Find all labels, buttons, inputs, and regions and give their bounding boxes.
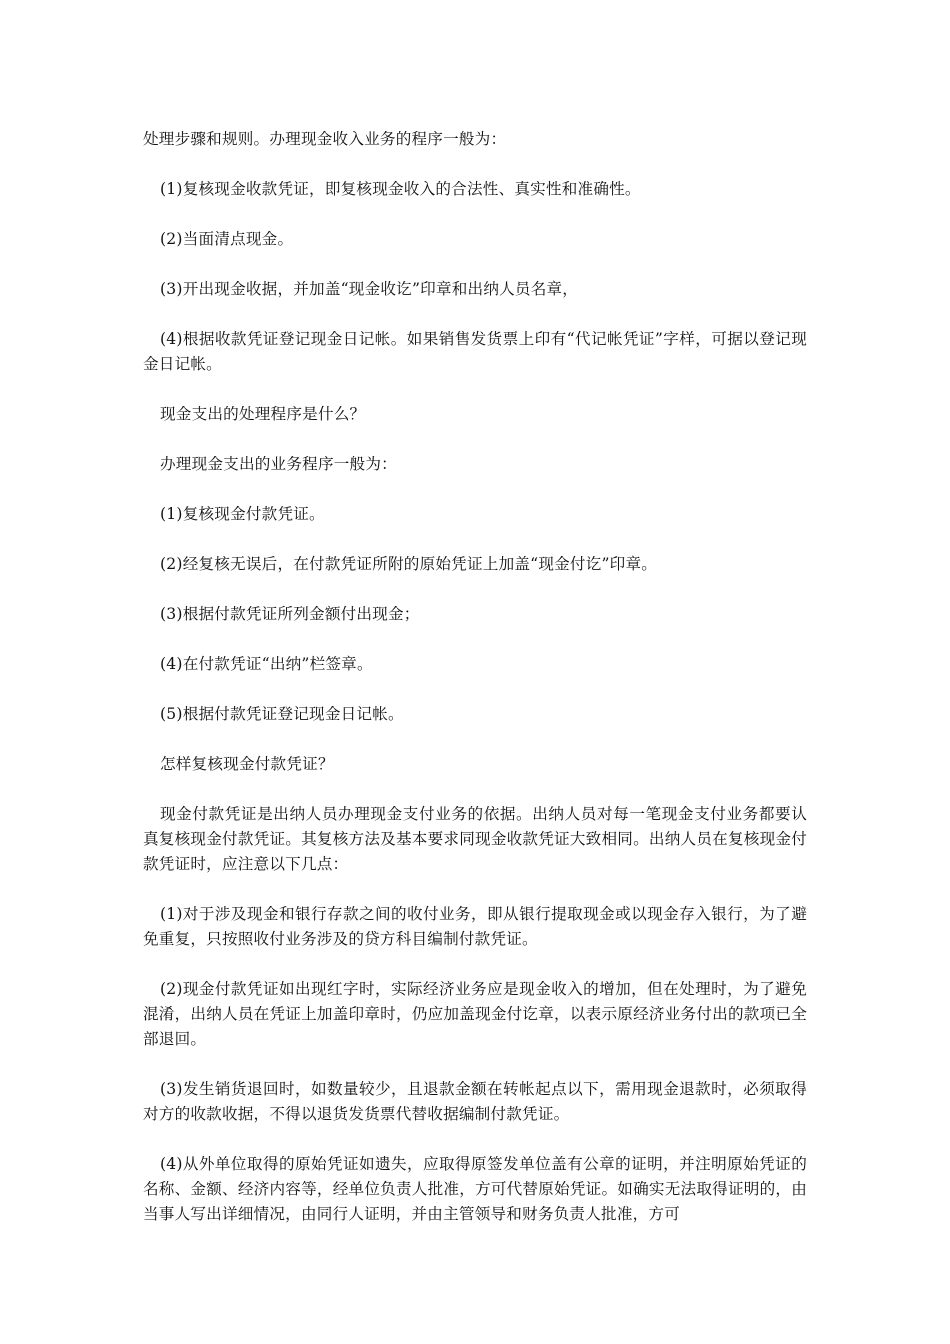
paragraph-10: (3)根据付款凭证所列金额付出现金； (160, 605, 420, 623)
document-body (143, 127, 807, 1252)
paragraph-8: (1)复核现金付款凭证。 (160, 505, 325, 523)
paragraph-7: 办理现金支出的业务程序一般为： (160, 455, 397, 473)
section-heading-cash-payment: 现金支出的处理程序是什么？ (160, 405, 366, 423)
paragraph-2: (1)复核现金收款凭证，即复核现金收入的合法性、真实性和准确性。 (160, 180, 641, 198)
paragraph-4: (3)开出现金收据，并加盖“现金收讫”印章和出纳人员名章， (160, 280, 579, 298)
paragraph-3: (2)当面清点现金。 (160, 230, 294, 248)
paragraph-1: 处理步骤和规则。办理现金收入业务的程序一般为： (143, 130, 507, 148)
paragraph-11: (4)在付款凭证“出纳”栏签章。 (160, 655, 373, 673)
section-heading-review-voucher: 怎样复核现金付款凭证？ (160, 755, 334, 773)
paragraph-9: (2)经复核无误后，在付款凭证所附的原始凭证上加盖“现金付讫”印章。 (160, 555, 658, 573)
paragraph-5: (4)根据收款凭证登记现金日记帐。如果销售发货票上印有“代记帐凭证”字样，可据以登记现金日记帐。 (143, 330, 807, 373)
paragraph-15: (1)对于涉及现金和银行存款之间的收付业务，即从银行提取现金或以现金存入银行，为了避免重复，只按照收付业务涉及的贷方科目编制付款凭证。 (143, 905, 807, 948)
paragraph-16: (2)现金付款凭证如出现红字时，实际经济业务应是现金收入的增加，但在处理时，为了避免混淆，出纳人员在凭证上加盖印章时，仍应加盖现金付讫章，以表示原经济业务付出的款项已全部退回。 (143, 980, 807, 1048)
paragraph-14: 现金付款凭证是出纳人员办理现金支付业务的依据。出纳人员对每一笔现金支付业务都要认真复核现金付款凭证。其复核方法及基本要求同现金收款凭证大致相同。出纳人员在复核现金付款凭证时，应注意以下几点： (143, 805, 807, 873)
paragraph-12: (5)根据付款凭证登记现金日记帐。 (160, 705, 404, 723)
paragraph-17: (3)发生销货退回时，如数量较少，且退款金额在转帐起点以下，需用现金退款时，必须取得对方的收款收据，不得以退货发货票代替收据编制付款凭证。 (143, 1080, 807, 1123)
paragraph-18: (4)从外单位取得的原始凭证如遗失，应取得原签发单位盖有公章的证明，并注明原始凭证的名称、金额、经济内容等，经单位负责人批准，方可代替原始凭证。如确实无法取得证明的，由当事人写出详细情况，由同行人证明，并由主管领导和财务负责人批准，方可 (143, 1155, 807, 1223)
